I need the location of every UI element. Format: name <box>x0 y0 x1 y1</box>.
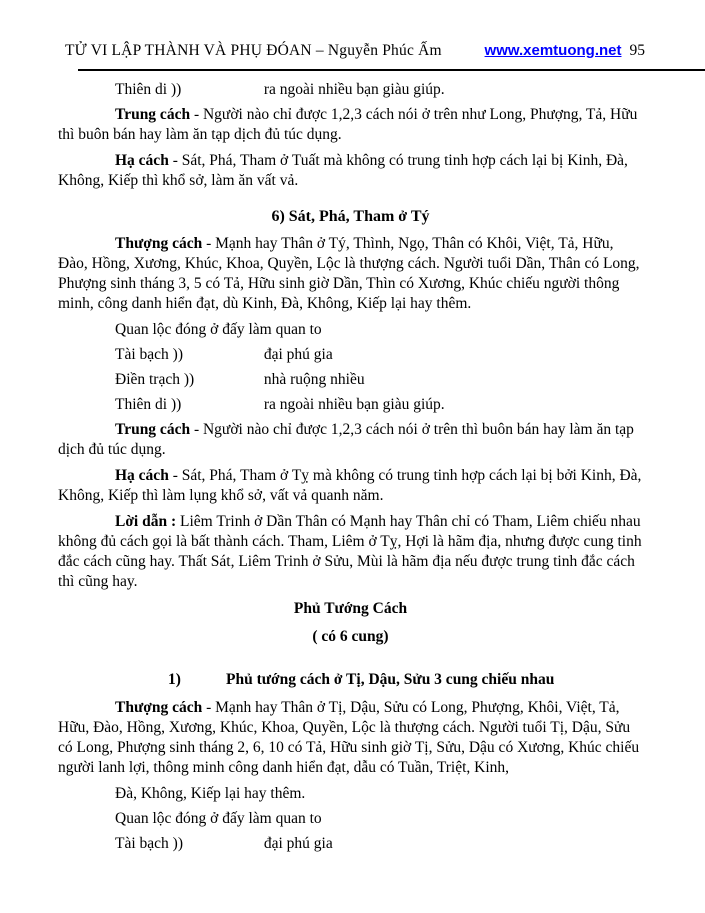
term-value: nhà ruộng nhiều <box>263 371 365 388</box>
term-label: Thiên di )) <box>115 396 182 413</box>
paragraph-lead: Lời dẫn : <box>115 513 177 530</box>
term-label: Điền trạch )) <box>115 371 195 388</box>
term-line-thien-di-2 <box>115 395 643 415</box>
paragraph-text: - Sát, Phá, Tham ở Tỵ mà không có trung tinh hợp cách lại bị bởi Kinh, Đà, Không, Kiếp thì làm lụng khổ sở, vất vả quanh năm. <box>58 467 642 504</box>
paragraph-trung-cach-2 <box>58 420 643 460</box>
term-line-tai-bach-2 <box>115 834 643 854</box>
paragraph-text: - Người nào chỉ được 1,2,3 cách nói ở trên như Long, Phượng, Tả, Hữu thì buôn bán hay làm ăn tạp dịch đủ túc dụng. <box>58 106 638 143</box>
header-title: TỬ VI LẬP THÀNH VÀ PHỤ ĐÓAN – Nguyễn Phúc Ấm <box>65 42 442 59</box>
paragraph-text: - Sát, Phá, Tham ở Tuất mà không có trung tinh hợp cách lại bị Kinh, Đà, Không, Kiếp thì khổ sở, làm ăn vất vả. <box>58 152 628 189</box>
term-label: Tài bạch )) <box>115 835 183 852</box>
paragraph-trung-cach-1 <box>58 105 643 145</box>
paragraph-ha-cach-1 <box>58 151 643 191</box>
section-heading-phu-tuong-cach: Phủ Tướng Cách <box>293 600 408 617</box>
paragraph-lead: Thượng cách <box>115 235 203 252</box>
document-body <box>0 71 705 854</box>
paragraph-lead: Trung cách <box>115 421 191 438</box>
paragraph-thuong-cach-2 <box>58 698 643 778</box>
section-heading-sat-pha-tham: 6) Sát, Phá, Tham ở Tý <box>271 208 430 225</box>
page-number: 95 <box>629 42 645 59</box>
paragraph-lead: Hạ cách <box>115 152 169 169</box>
site-link[interactable]: www.xemtuong.net <box>484 42 622 59</box>
term-value: đại phú gia <box>263 346 333 363</box>
paragraph-text: - Mạnh hay Thân ở Tị, Dậu, Sửu có Long, Phượng, Khôi, Việt, Tả, Hữu, Đào, Hồng, Xương, Khúc, Khoa, Quyền, Lộc là thượng cách. Người tuổi Tị, Dậu, Sửu có Long, Phượng sinh tháng 2, 6, 10 có Tả, Hữu sinh giờ Tị, Sửu, Dậu có Xương, Khúc chiếu người lanh lợi, thông minh công danh hiển đạt, dẫu có Tuần, Triệt, Kinh, <box>58 699 640 776</box>
line-da-khong-kiep: Đà, Không, Kiếp lại hay thêm. <box>115 785 306 802</box>
term-value: đại phú gia <box>263 835 333 852</box>
term-label: Tài bạch )) <box>115 346 183 363</box>
term-line-dien-trach <box>115 370 643 390</box>
paragraph-text: Liêm Trinh ở Dần Thân có Mạnh hay Thân chỉ có Tham, Liêm chiếu nhau không đủ cách gọi là bất thành cách. Tham, Liêm ở Tỵ, Hợi là hãm địa, nhưng được cung tinh đắc cách cũng hay. Thất Sát, Liêm Trinh ở Sửu, Mùi là hãm địa nếu được trung tinh đắc cách thì cũng hay. <box>58 513 642 590</box>
numbered-heading-1 <box>168 669 643 690</box>
section-subheading-6-cung: ( có 6 cung) <box>312 628 389 645</box>
term-value: ra ngoài nhiều bạn giàu giúp. <box>263 81 445 98</box>
paragraph-lead: Hạ cách <box>115 467 169 484</box>
line-quan-loc-1: Quan lộc đóng ở đấy làm quan to <box>115 321 322 338</box>
paragraph-ha-cach-2 <box>58 466 643 506</box>
heading-text: Phủ tướng cách ở Tị, Dậu, Sửu 3 cung chiếu nhau <box>226 671 555 688</box>
paragraph-lead: Thượng cách <box>115 699 203 716</box>
term-label: Thiên di )) <box>115 81 182 98</box>
term-line-tai-bach-1 <box>115 345 643 365</box>
term-value: ra ngoài nhiều bạn giàu giúp. <box>263 396 445 413</box>
paragraph-lead: Trung cách <box>115 106 191 123</box>
term-line-thien-di-top <box>115 80 643 100</box>
paragraph-loi-dan <box>58 512 643 592</box>
paragraph-text: - Mạnh hay Thân ở Tý, Thình, Ngọ, Thân có Khôi, Việt, Tả, Hữu, Đào, Hồng, Xương, Khúc, Khoa, Quyền, Lộc là thượng cách. Người tuổi Dần, Thân có Long, Phượng sinh tháng 3, 5 có Tả, Hữu sinh giờ Dần, Thìn có Xương, Khúc chiếu người thông minh, công danh hiển đạt, dù Kinh, Đà, Không, Kiếp lại hay thêm. <box>58 235 640 312</box>
paragraph-text: - Người nào chỉ được 1,2,3 cách nói ở trên thì buôn bán hay làm ăn tạp dịch đủ túc dụng. <box>58 421 634 458</box>
line-quan-loc-2: Quan lộc đóng ở đấy làm quan to <box>115 810 322 827</box>
heading-number: 1) <box>168 671 181 688</box>
page-header <box>0 0 705 60</box>
header-right-group <box>485 42 645 60</box>
paragraph-thuong-cach-1 <box>58 234 643 314</box>
